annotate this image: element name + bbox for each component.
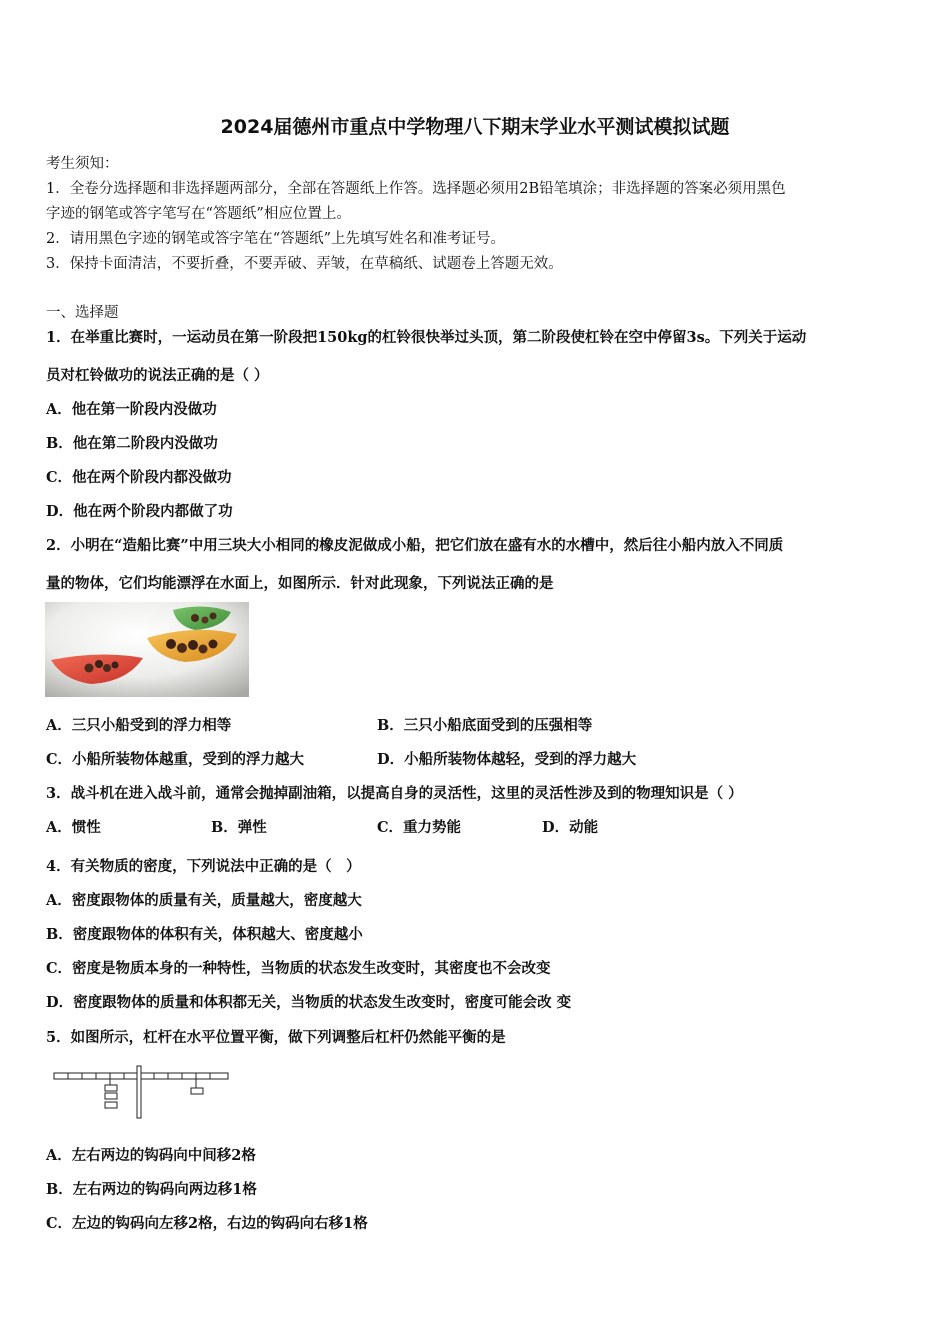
question-1-text: 1．在举重比赛时，一运动员在第一阶段把150kg的杠铃很快举过头顶，第二阶段使杠铃在空中停留3s。下列关于运动 bbox=[46, 329, 807, 346]
boats-photo bbox=[45, 602, 249, 697]
q2-option-d: D．小船所装物体越轻，受到的浮力越大 bbox=[377, 751, 637, 768]
q4-option-b: B．密度跟物体的体积有关，体积越大、密度越小 bbox=[46, 926, 363, 943]
q4-option-c: C．密度是物质本身的一种特性，当物质的状态发生改变时，其密度也不会改变 bbox=[46, 960, 551, 977]
q3-option-a: A．惯性 bbox=[46, 819, 101, 836]
q2-option-c: C．小船所装物体越重，受到的浮力越大 bbox=[46, 751, 305, 768]
notice-item: 字迹的钢笔或答字笔写在“答题纸”相应位置上。 bbox=[46, 206, 351, 222]
q3-option-d: D．动能 bbox=[542, 819, 599, 836]
q2-option-b: B．三只小船底面受到的压强相等 bbox=[377, 717, 593, 734]
q1-option-d: D．他在两个阶段内都做了功 bbox=[46, 503, 233, 520]
page-title: 2024届德州市重点中学物理八下期末学业水平测试模拟试题 bbox=[220, 116, 730, 138]
notice-item: 1．全卷分选择题和非选择题两部分，全部在答题纸上作答。选择题必须用2B铅笔填涂；非选择题的答案必须用黑色 bbox=[46, 181, 786, 197]
q2-option-a: A．三只小船受到的浮力相等 bbox=[46, 717, 232, 734]
question-5-text: 5．如图所示，杠杆在水平位置平衡，做下列调整后杠杆仍然能平衡的是 bbox=[46, 1029, 506, 1046]
notice-item: 3．保持卡面清洁，不要折叠，不要弄破、弄皱，在草稿纸、试题卷上答题无效。 bbox=[46, 256, 563, 272]
q4-option-a: A．密度跟物体的质量有关，质量越大，密度越大 bbox=[46, 892, 362, 909]
q3-option-c: C．重力势能 bbox=[377, 819, 462, 836]
question-1-text: 员对杠铃做功的说法正确的是（ ） bbox=[46, 367, 269, 384]
q4-option-d: D．密度跟物体的质量和体积都无关，当物质的状态发生改变时，密度可能会改 变 bbox=[46, 994, 572, 1011]
question-2-text: 2．小明在“造船比赛”中用三块大小相同的橡皮泥做成小船，把它们放在盛有水的水槽中，然后往小船内放入不同质 bbox=[46, 537, 784, 554]
question-2-text: 量的物体，它们均能漂浮在水面上，如图所示．针对此现象，下列说法正确的是 bbox=[46, 575, 554, 592]
q5-option-b: B．左右两边的钩码向两边移1格 bbox=[46, 1181, 257, 1198]
q1-option-b: B．他在第二阶段内没做功 bbox=[46, 435, 218, 452]
q5-option-a: A．左右两边的钩码向中间移2格 bbox=[46, 1147, 256, 1164]
question-4-text: 4．有关物质的密度，下列说法中正确的是（ ） bbox=[46, 858, 361, 875]
q5-option-c: C．左边的钩码向左移2格，右边的钩码向右移1格 bbox=[46, 1215, 368, 1232]
q1-option-c: C．他在两个阶段内都没做功 bbox=[46, 469, 232, 486]
notice-item: 2．请用黑色字迹的钢笔或答字笔在“答题纸”上先填写姓名和准考证号。 bbox=[46, 231, 506, 247]
q1-option-a: A．他在第一阶段内没做功 bbox=[46, 401, 217, 418]
section-heading: 一、选择题 bbox=[46, 305, 119, 321]
lever-diagram bbox=[50, 1062, 235, 1122]
notice-heading: 考生须知： bbox=[46, 156, 119, 172]
question-3-text: 3．战斗机在进入战斗前，通常会抛掉副油箱，以提高自身的灵活性，这里的灵活性涉及到的物理知识是（ ） bbox=[46, 785, 743, 802]
q3-option-b: B．弹性 bbox=[211, 819, 267, 836]
